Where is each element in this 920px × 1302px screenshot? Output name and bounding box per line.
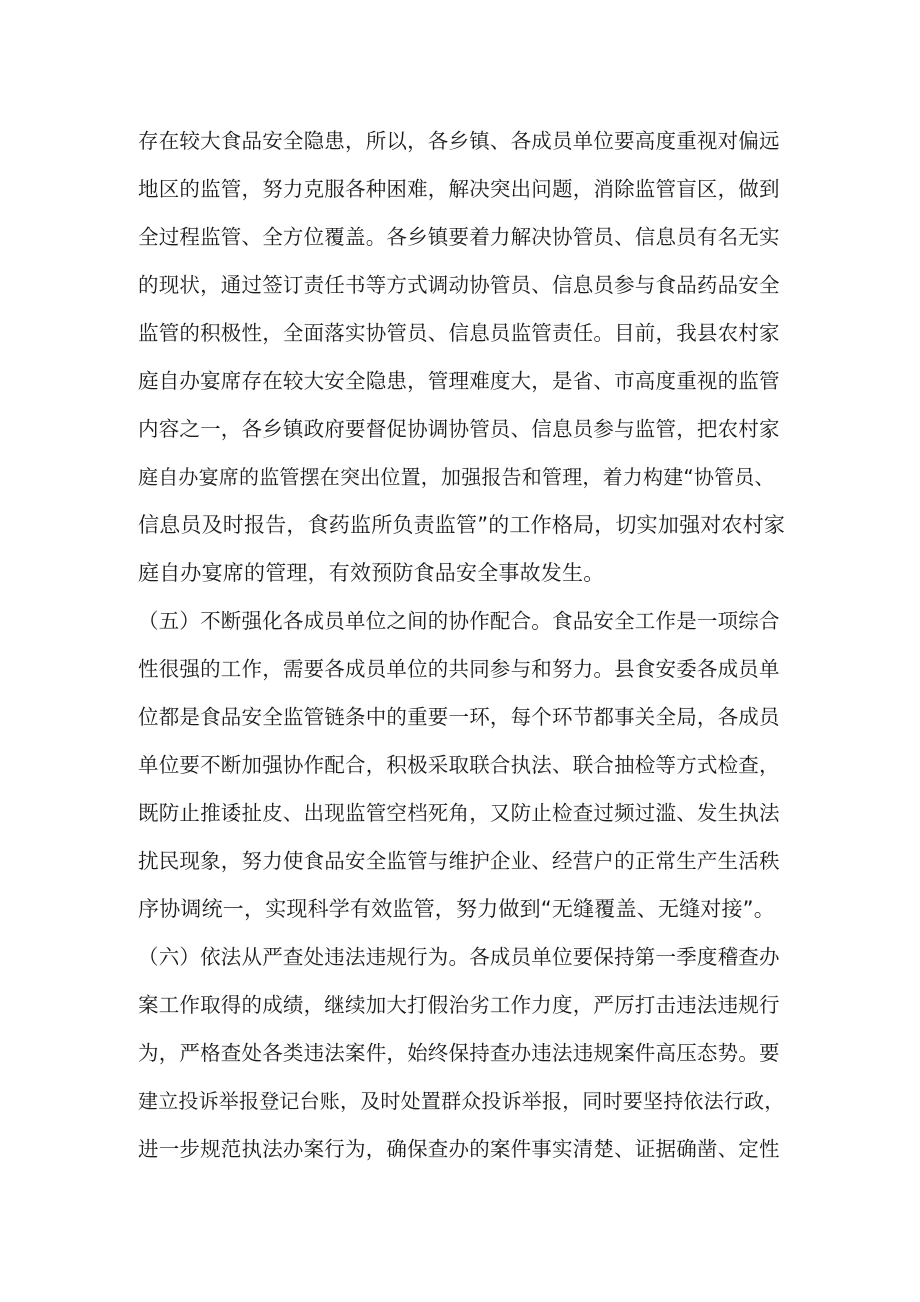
document-body <box>138 117 788 1173</box>
text-line: 进一步规范执法办案行为，确保查办的案件事实清楚、证据确凿、定性 <box>138 1137 780 1161</box>
text-line: 的现状，通过签订责任书等方式调动协管员、信息员参与食品药品安全 <box>138 273 780 297</box>
text-line: 建立投诉举报登记台账，及时处置群众投诉举报，同时要坚持依法行政， <box>138 1089 785 1113</box>
text-line: 案工作取得的成绩，继续加大打假治劣工作力度，严厉打击违法违规行 <box>138 993 780 1017</box>
text-line: 庭自办宴席的管理，有效预防食品安全事故发生。 <box>138 561 605 585</box>
text-line: 为，严格查处各类违法案件，始终保持查办违法违规案件高压态势。要 <box>138 1041 780 1065</box>
text-line: 既防止推诿扯皮、出现监管空档死角，又防止检查过频过滥、发生执法 <box>138 801 780 825</box>
section-heading-line: （六）依法从严查处违法违规行为。各成员单位要保持第一季度稽查办 <box>138 945 780 969</box>
text-line: 地区的监管，努力克服各种困难，解决突出问题，消除监管盲区，做到 <box>138 177 780 201</box>
text-line: 内容之一，各乡镇政府要督促协调协管员、信息员参与监管，把农村家 <box>138 417 780 441</box>
text-line: 性很强的工作，需要各成员单位的共同参与和努力。县食安委各成员单 <box>138 657 780 681</box>
text-line: 位都是食品安全监管链条中的重要一环，每个环节都事关全局，各成员 <box>138 705 780 729</box>
section-heading-line: （五）不断强化各成员单位之间的协作配合。食品安全工作是一项综合 <box>138 609 780 633</box>
text-line: 扰民现象，努力使食品安全监管与维护企业、经营户的正常生产生活秩 <box>138 849 780 873</box>
text-line: 序协调统一，实现科学有效监管，努力做到“无缝覆盖、无缝对接”。 <box>138 897 775 921</box>
text-line: 信息员及时报告，食药监所负责监管”的工作格局，切实加强对农村家 <box>138 513 786 537</box>
text-line: 单位要不断加强协作配合，积极采取联合执法、联合抽检等方式检查， <box>138 753 780 777</box>
text-line: 庭自办宴席存在较大安全隐患，管理难度大，是省、市高度重视的监管 <box>138 369 780 393</box>
text-line: 存在较大食品安全隐患，所以，各乡镇、各成员单位要高度重视对偏远 <box>138 129 780 153</box>
text-line: 监管的积极性，全面落实协管员、信息员监管责任。目前，我县农村家 <box>138 321 780 345</box>
text-line: 庭自办宴席的监管摆在突出位置，加强报告和管理，着力构建“协管员、 <box>138 465 775 489</box>
text-line: 全过程监管、全方位覆盖。各乡镇要着力解决协管员、信息员有名无实 <box>138 225 780 249</box>
